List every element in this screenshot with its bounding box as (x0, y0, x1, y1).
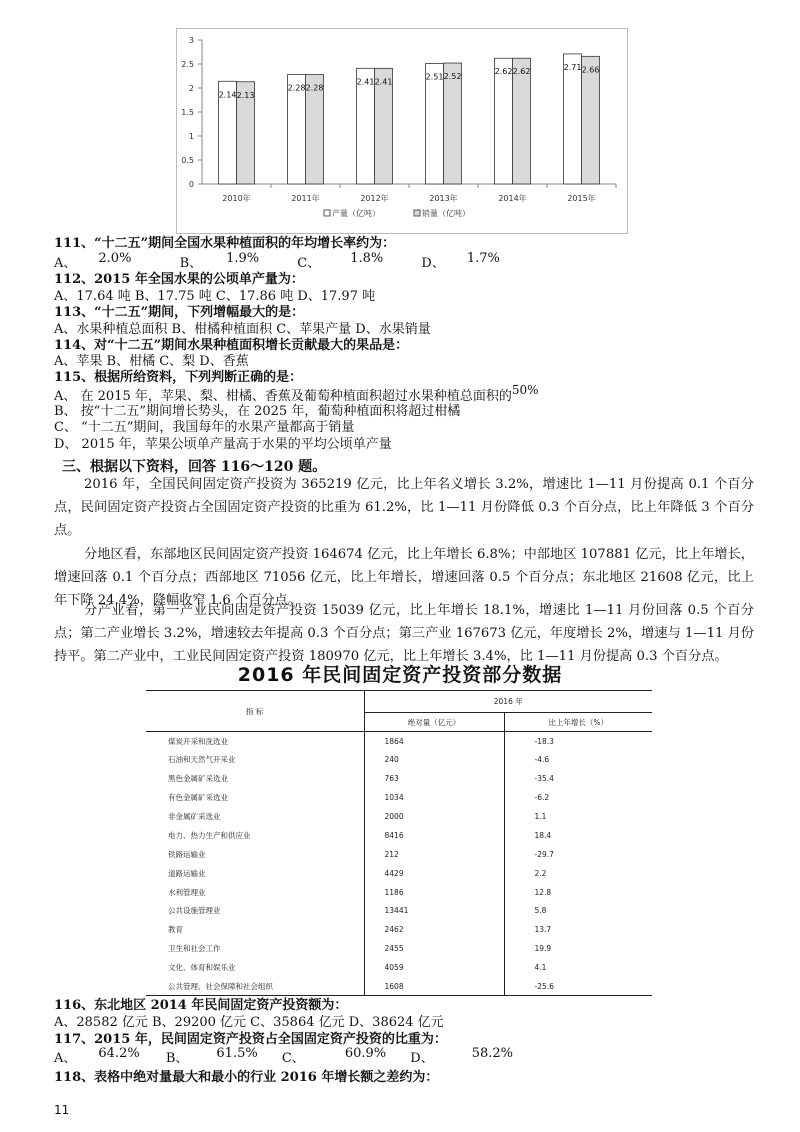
paragraph-2: 分地区看，东部地区民间固定资产投资 164674 亿元，比上年增长 6.8%；中部地区 107881 亿元，比上年增长，增速回落 0.1 个百分点；西部地区 71056 亿元，比上年增长，增速回落 0.5 个百分点；东北地区 21608 亿元，比上年下降 24.4%，降幅收窄 1.6 个百分点。 (54, 547, 754, 608)
growth-cell: 2.2 (534, 868, 547, 878)
industry-cell: 公共管理、社会保障和社会组织 (146, 977, 364, 996)
industry-cell: 卫生和社会工作 (146, 939, 364, 958)
q111-b-label: B、 (179, 256, 203, 271)
header-year: 2016 年 (364, 691, 652, 713)
q111-c-value: 1.8% (350, 251, 384, 266)
data-label: 2.51 (425, 72, 444, 82)
growth-cell: -4.6 (534, 755, 550, 765)
data-label: 2.62 (512, 67, 531, 77)
bar (495, 58, 513, 184)
absolute-cell: 2462 (364, 920, 504, 939)
bar (564, 54, 582, 184)
y-tick-label: 0.5 (181, 156, 194, 165)
bar-chart (176, 28, 628, 234)
absolute-cell: 240 (364, 750, 504, 769)
growth-cell: 1.1 (534, 812, 547, 821)
table-row (146, 769, 652, 788)
industry-cell: 电力、热力生产和供应业 (146, 826, 364, 845)
table-row (146, 845, 652, 864)
x-tick-label: 2010年 (222, 194, 251, 203)
industry-cell: 公共设施管理业 (146, 902, 364, 921)
q111-a-value: 2.0% (98, 251, 132, 266)
x-tick-label: 2011年 (291, 194, 320, 203)
legend-swatch (414, 210, 420, 216)
data-label: 2.52 (443, 72, 462, 82)
industry-cell: 非金属矿采选业 (146, 807, 364, 826)
q111-d-label: D、 (421, 256, 445, 271)
growth-cell: 18.4 (534, 830, 552, 840)
absolute-cell: 212 (364, 845, 504, 864)
data-label: 2.13 (236, 90, 255, 100)
growth-cell: -25.6 (534, 981, 554, 991)
industry-cell: 煤炭开采和洗选业 (146, 732, 364, 751)
q111-options (54, 251, 500, 272)
q117-c-value: 60.9% (344, 1046, 387, 1061)
data-label: 2.71 (563, 62, 582, 72)
legend-swatch (324, 210, 330, 216)
table-title: 2016 年民间固定资产投资部分数据 (237, 664, 563, 686)
q117-stem: 117、2015 年，民间固定资产投资占全国固定资产投资的比重为： (54, 1032, 447, 1047)
industry-cell: 铁路运输业 (146, 845, 364, 864)
table-row (146, 732, 652, 751)
y-tick-label: 0 (188, 180, 194, 189)
q118-stem: 118、表格中绝对量最大和最小的行业 2016 年增长额之差约为： (54, 1070, 439, 1085)
section-heading: 三、根据以下资料，回答 116～120 题。 (62, 459, 327, 475)
q115-a-text: A、 在 2015 年，苹果、梨、柑橘、香蕉及葡萄种植面积超过水果种植总面积的 (54, 389, 512, 404)
industry-cell: 黑色金属矿采选业 (146, 769, 364, 788)
q117-d-value: 58.2% (471, 1046, 514, 1061)
q111-c-label: C、 (297, 256, 321, 271)
page-number: 11 (54, 1103, 70, 1117)
industry-cell: 水利管理业 (146, 883, 364, 902)
q115-option-d: D、 2015 年，苹果公顷单产量高于水果的平均公顷单产量 (54, 437, 392, 452)
header-growth: 比上年增长（%） (504, 713, 652, 732)
table-row (146, 977, 652, 996)
absolute-cell: 4429 (364, 864, 504, 883)
chart-svg (176, 28, 628, 234)
absolute-cell: 13441 (364, 902, 504, 921)
q113-options: A、水果种植总面积 B、柑橘种植面积 C、苹果产量 D、水果销量 (54, 322, 431, 337)
q117-d-label: D、 (410, 1051, 434, 1066)
bar (582, 56, 600, 184)
q112-stem: 112、2015 年全国水果的公顷单产量为： (54, 272, 304, 287)
absolute-cell: 2000 (364, 807, 504, 826)
q115-a-sup: 50% (511, 383, 539, 397)
bar (444, 63, 462, 184)
q111-b-value: 1.9% (226, 251, 260, 266)
table-row (146, 807, 652, 826)
q115-option-b: B、 按“十二五”期间增长势头，在 2025 年，葡萄种植面积将超过柑橘 (54, 404, 461, 419)
absolute-cell: 1864 (364, 732, 504, 751)
x-tick-label: 2014年 (498, 194, 527, 203)
q111-d-value: 1.7% (466, 251, 500, 266)
q116-stem: 116、东北地区 2014 年民间固定资产投资额为： (54, 998, 348, 1013)
q112-options: A、17.64 吨 B、17.75 吨 C、17.86 吨 D、17.97 吨 (54, 289, 376, 304)
x-tick-label: 2015年 (567, 194, 596, 203)
absolute-cell: 2455 (364, 939, 504, 958)
q115-option-c: C、 “十二五”期间，我国每年的水果产量都高于销量 (54, 420, 355, 435)
growth-cell: -35.4 (534, 774, 554, 784)
growth-cell: -29.7 (534, 849, 554, 859)
header-absolute: 绝对量（亿元） (364, 713, 504, 732)
table-row (146, 939, 652, 958)
growth-cell: 12.8 (534, 887, 552, 897)
data-label: 2.14 (218, 90, 237, 100)
growth-cell: -18.3 (534, 736, 554, 746)
q111-a-label: A、 (54, 256, 77, 271)
q117-b-label: B、 (165, 1051, 189, 1066)
q117-b-value: 61.5% (216, 1046, 258, 1061)
growth-cell: 4.1 (534, 963, 547, 973)
absolute-cell: 8416 (364, 826, 504, 845)
table-row (146, 883, 652, 902)
growth-cell: -6.2 (534, 793, 550, 803)
industry-cell: 道路运输业 (146, 864, 364, 883)
data-label: 2.62 (494, 67, 513, 77)
data-label: 2.28 (287, 83, 306, 93)
data-table (146, 690, 652, 996)
q114-options: A、苹果 B、柑橘 C、梨 D、香蕉 (54, 354, 249, 369)
q113-stem: 113、“十二五”期间，下列增幅最大的是： (54, 305, 305, 320)
absolute-cell: 1034 (364, 788, 504, 807)
legend-label: 销量（亿吨） (422, 209, 470, 218)
y-tick-label: 2.5 (181, 60, 194, 69)
y-tick-label: 2 (188, 84, 194, 93)
y-tick-label: 1 (188, 132, 194, 141)
x-tick-label: 2012年 (360, 194, 389, 203)
absolute-cell: 4059 (364, 958, 504, 977)
q111-stem: 111、“十二五”期间全国水果种植面积的年均增长率约为： (54, 236, 396, 251)
absolute-cell: 763 (364, 769, 504, 788)
table-row (146, 958, 652, 977)
industry-cell: 有色金属矿采选业 (146, 788, 364, 807)
x-tick-label: 2013年 (429, 194, 458, 203)
growth-cell: 5.8 (534, 906, 547, 916)
table-row (146, 750, 652, 769)
data-label: 2.41 (374, 77, 393, 87)
q115-stem: 115、根据所给资料，下列判断正确的是： (54, 370, 303, 385)
table-row (146, 902, 652, 921)
industry-cell: 教育 (146, 920, 364, 939)
paragraph-3: 分产业看，第一产业民间固定资产投资 15039 亿元，比上年增长 18.1%，增速比 1—11 月份回落 0.5 个百分点；第二产业增长 3.2%，增速较去年提高 0.3 个百分点；第三产业 167673 亿元，年度增长 2%，增速与 1—11 月份持平。第二产业中，工业民间固定资产投资 180970 亿元，比上年增长 3.4%，比 1—11 月份提高 0.3 个百分点。 (54, 603, 754, 664)
growth-cell: 13.7 (534, 925, 552, 935)
header-indicator: 指 标 (146, 691, 364, 732)
growth-cell: 19.9 (534, 944, 552, 954)
data-label: 2.41 (356, 77, 375, 87)
table-row (146, 864, 652, 883)
data-label: 2.28 (305, 83, 324, 93)
absolute-cell: 1608 (364, 977, 504, 996)
q117-a-value: 64.2% (98, 1046, 140, 1061)
y-tick-label: 3 (188, 36, 194, 45)
q114-stem: 114、对“十二五”期间水果种植面积增长贡献最大的果品是： (54, 338, 409, 353)
q117-options (54, 1046, 514, 1067)
absolute-cell: 1186 (364, 883, 504, 902)
bar (513, 58, 531, 184)
q117-c-label: C、 (281, 1051, 305, 1066)
q117-a-label: A、 (54, 1051, 77, 1066)
legend-label: 产量（亿吨） (332, 209, 380, 218)
table-row (146, 788, 652, 807)
table-row (146, 920, 652, 939)
y-tick-label: 1.5 (181, 108, 194, 117)
industry-cell: 文化、体育和娱乐业 (146, 958, 364, 977)
table-row (146, 826, 652, 845)
bar (426, 64, 444, 184)
industry-cell: 石油和天然气开采业 (146, 750, 364, 769)
data-label: 2.66 (581, 65, 600, 75)
paragraph-1: 2016 年，全国民间固定资产投资为 365219 亿元，比上年名义增长 3.2%，增速比 1—11 月份提高 0.1 个百分点，民间固定资产投资占全国固定资产投资的比重为 61.2%，比 1—11 月份降低 0.3 个百分点，比上年降低 3 个百分点。 (54, 477, 754, 538)
q115-option-a (54, 383, 539, 405)
q116-options: A、28582 亿元 B、29200 亿元 C、35864 亿元 D、38624 亿元 (54, 1015, 444, 1030)
